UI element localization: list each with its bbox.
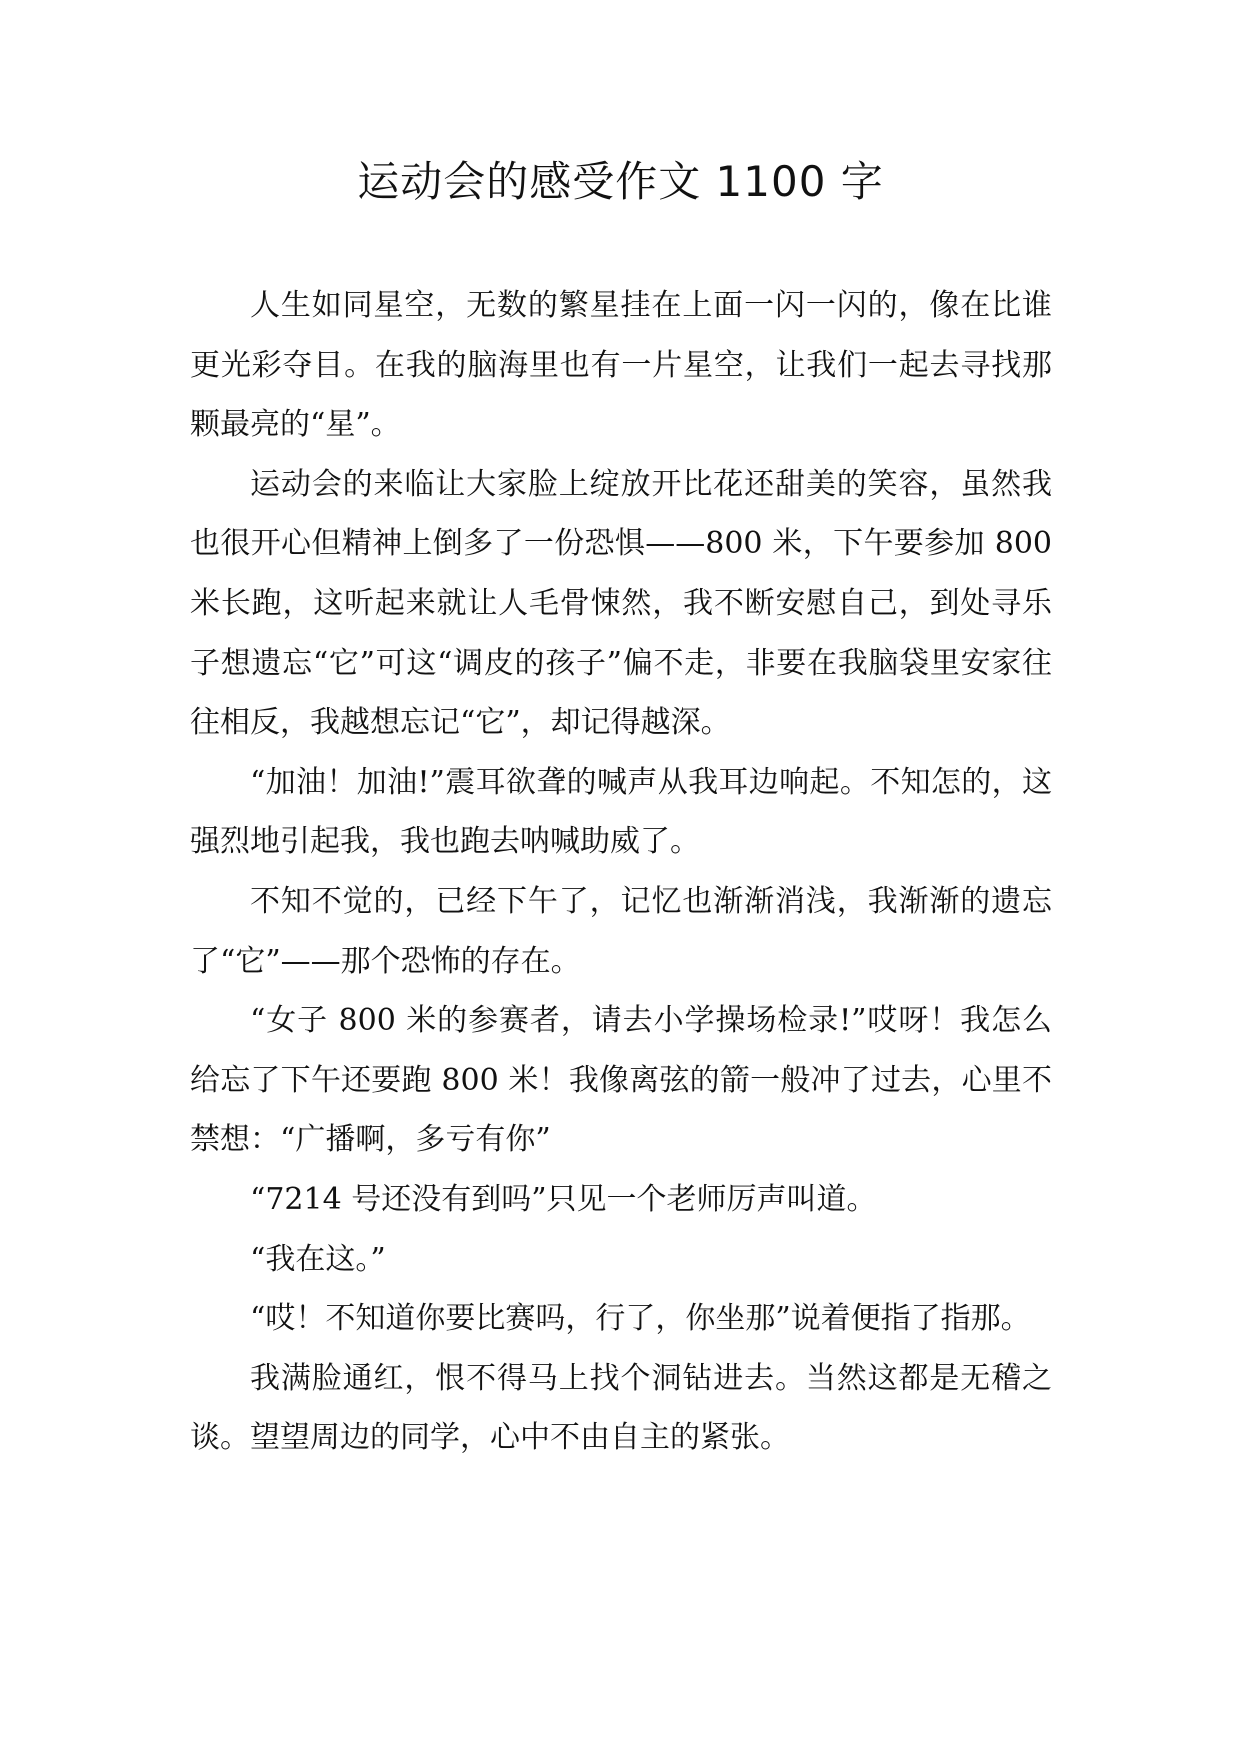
document-body	[190, 276, 1052, 1468]
paragraph: 运动会的来临让大家脸上绽放开比花还甜美的笑容，虽然我也很开心但精神上倒多了一份恐惧——800 米，下午要参加 800 米长跑，这听起来就让人毛骨悚然，我不断安慰自己，到处寻乐子想遗忘“它”可这“调皮的孩子”偏不走，非要在我脑袋里安家往往相反，我越想忘记“它”，却记得越深。	[190, 466, 1052, 741]
paragraph: “我在这。”	[250, 1241, 386, 1277]
paragraph: “7214 号还没有到吗”只见一个老师厉声叫道。	[250, 1181, 877, 1217]
paragraph: 我满脸通红，恨不得马上找个洞钻进去。当然这都是无稽之谈。望望周边的同学，心中不由自主的紧张。	[190, 1360, 1052, 1456]
paragraph: 不知不觉的，已经下午了，记忆也渐渐消浅，我渐渐的遗忘了“它”——那个恐怖的存在。	[190, 883, 1052, 979]
paragraph: 人生如同星空，无数的繁星挂在上面一闪一闪的，像在比谁更光彩夺目。在我的脑海里也有一片星空，让我们一起去寻找那颗最亮的“星”。	[190, 288, 1052, 443]
paragraph: “哎！不知道你要比赛吗，行了，你坐那”说着便指了指那。	[250, 1301, 1031, 1337]
paragraph: “女子 800 米的参赛者，请去小学操场检录!”哎呀！我怎么给忘了下午还要跑 800 米！我像离弦的箭一般冲了过去，心里不禁想：“广播啊，多亏有你”	[190, 1003, 1052, 1158]
document-title: 运动会的感受作文 1100 字	[357, 157, 884, 206]
paragraph: “加油！加油!”震耳欲聋的喊声从我耳边响起。不知怎的，这强烈地引起我，我也跑去呐喊助威了。	[190, 764, 1052, 860]
